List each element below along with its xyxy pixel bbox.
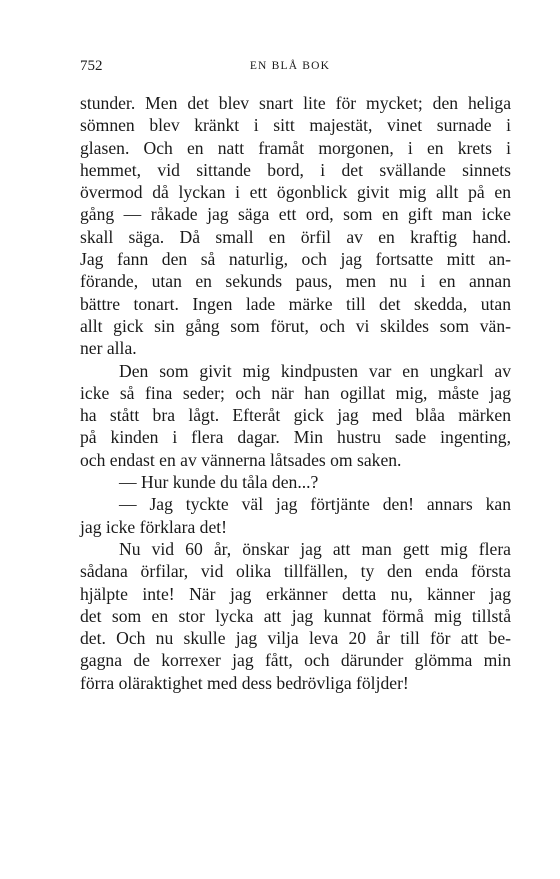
text-line: allt gick sin gång som förut, och vi skildes som vän- (80, 315, 511, 336)
text-line: förra oläraktighet med dess bedrövliga följder! (80, 672, 409, 693)
page-number: 752 (80, 58, 103, 74)
text-line: Nu vid 60 år, önskar jag att man gett mig flera (119, 538, 511, 559)
text-line: skall säga. Då small en örfil av en kraftig hand. (80, 226, 511, 247)
text-line: glasen. Och en natt framåt morgonen, i en krets i (80, 137, 511, 158)
text-line: jag icke förklara det! (80, 516, 228, 537)
text-line: hemmet, vid sittande bord, i det svällande sinnets (80, 159, 511, 180)
text-line: — Jag tyckte väl jag förtjänte den! annars kan (119, 494, 511, 515)
text-line: gång — råkade jag säga ett ord, som en gift man icke (80, 204, 511, 225)
text-line: bättre tonart. Ingen lade märke till det skedda, utan (80, 293, 511, 314)
text-line: — Hur kunde du tåla den...? (119, 472, 319, 493)
text-line: och endast en av vännerna låtsades om saken. (80, 449, 402, 470)
text-line: Jag fann den så naturlig, och jag fortsatte mitt an- (80, 249, 511, 270)
running-head: EN BLÅ BOK (249, 60, 331, 72)
text-line: förande, utan en sekunds paus, men nu i en annan (80, 271, 511, 292)
text-line: sådana örfilar, vid olika tillfällen, ty den enda första (80, 561, 511, 582)
text-line: på kinden i flera dagar. Min hustru sade ingenting, (80, 427, 511, 448)
text-line: sömnen blev kränkt i sitt majestät, vinet surnade i (80, 115, 511, 136)
page-header (80, 58, 500, 80)
text-line: stunder. Men det blev snart lite för mycket; den heliga (80, 93, 511, 113)
text-line: gagna de korrexer jag fått, och därunder glömma min (80, 650, 511, 671)
text-line: det som en stor lycka att jag kunnat förmå mig tillstå (80, 605, 511, 626)
text-line: icke så fina seder; och när han ogillat mig, måste jag (80, 382, 511, 403)
text-line: Den som givit mig kindpusten var en ungkarl av (119, 360, 511, 381)
text-line: hjälpte inte! När jag erkänner detta nu, känner jag (80, 583, 511, 604)
body-text (80, 92, 511, 694)
text-line: det. Och nu skulle jag vilja leva 20 år till för att be- (80, 628, 511, 649)
text-line: ha stått bra lågt. Efteråt gick jag med blåa märken (80, 405, 511, 426)
text-line: övermod då lyckan i ett ögonblick givit mig allt på en (80, 182, 511, 203)
text-line: ner alla. (80, 338, 137, 359)
